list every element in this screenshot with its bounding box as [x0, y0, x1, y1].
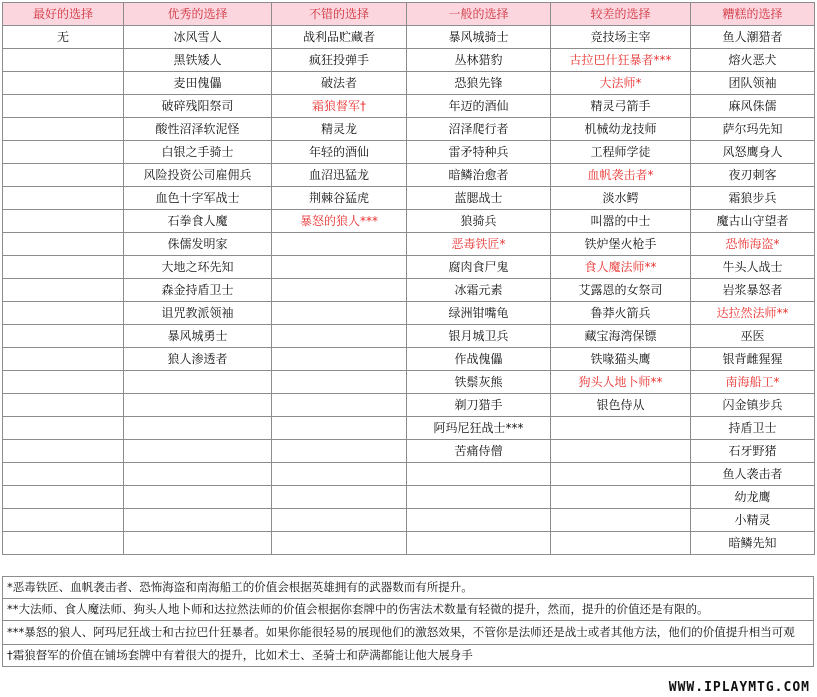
- cell-good: [272, 325, 407, 348]
- cell-bad: 风怒鹰身人: [691, 141, 815, 164]
- cell-good: [272, 233, 407, 256]
- cell-poor: [551, 463, 691, 486]
- cell-average: 恐狼先锋: [407, 72, 551, 95]
- cell-good: 荆棘谷猛虎: [272, 187, 407, 210]
- cell-bad: 持盾卫士: [691, 417, 815, 440]
- cell-good: [272, 486, 407, 509]
- cell-best: [3, 348, 124, 371]
- table-row: [3, 164, 815, 187]
- cell-excellent: 酸性沼泽软泥怪: [124, 118, 272, 141]
- cell-good: 破法者: [272, 72, 407, 95]
- cell-poor: 工程师学徒: [551, 141, 691, 164]
- cell-average: 银月城卫兵: [407, 325, 551, 348]
- cell-good: 战利品贮藏者: [272, 26, 407, 49]
- cell-good: 暴怒的狼人***: [272, 210, 407, 233]
- cell-excellent: [124, 532, 272, 555]
- cell-good: [272, 371, 407, 394]
- cell-average: 年迈的酒仙: [407, 95, 551, 118]
- table-row: [3, 417, 815, 440]
- cell-bad: 幼龙鹰: [691, 486, 815, 509]
- cell-good: 精灵龙: [272, 118, 407, 141]
- cell-excellent: [124, 509, 272, 532]
- table-header-row: [3, 3, 815, 26]
- cell-excellent: 诅咒教派领袖: [124, 302, 272, 325]
- table-row: [3, 394, 815, 417]
- cell-excellent: 森金持盾卫士: [124, 279, 272, 302]
- cell-poor: 鲁莽火箭兵: [551, 302, 691, 325]
- cell-average: 作战傀儡: [407, 348, 551, 371]
- cell-average: 雷矛特种兵: [407, 141, 551, 164]
- table-row: [3, 371, 815, 394]
- table-row: [3, 279, 815, 302]
- table-row: [3, 509, 815, 532]
- cell-poor: 艾露恩的女祭司: [551, 279, 691, 302]
- cell-good: [272, 256, 407, 279]
- cell-best: [3, 164, 124, 187]
- cell-poor: 古拉巴什狂暴者***: [551, 49, 691, 72]
- cell-good: 霜狼督军†: [272, 95, 407, 118]
- cell-best: [3, 72, 124, 95]
- cell-average: 铁鬃灰熊: [407, 371, 551, 394]
- site-watermark: WWW.IPLAYMTG.COM: [666, 680, 813, 695]
- cell-average: [407, 509, 551, 532]
- cell-average: 沼泽爬行者: [407, 118, 551, 141]
- table-row: [3, 463, 815, 486]
- cell-poor: 叫嚣的中士: [551, 210, 691, 233]
- cell-average: 狼骑兵: [407, 210, 551, 233]
- cell-bad: 南海船工*: [691, 371, 815, 394]
- cell-poor: 狗头人地卜师**: [551, 371, 691, 394]
- cell-bad: 鱼人潮猎者: [691, 26, 815, 49]
- footnote-single-star: *恶毒铁匠、血帆袭击者、恐怖海盗和南海船工的价值会根据英雄拥有的武器数而有所提升。: [3, 577, 814, 599]
- footnote-dagger: †霜狼督军的价值在铺场套牌中有着很大的提升，比如术士、圣骑士和萨满都能让他大展身手: [3, 645, 814, 667]
- cell-excellent: [124, 440, 272, 463]
- cell-poor: [551, 417, 691, 440]
- cell-best: [3, 210, 124, 233]
- table-row: [3, 256, 815, 279]
- cell-best: [3, 486, 124, 509]
- cell-average: 丛林猎豹: [407, 49, 551, 72]
- cell-excellent: 侏儒发明家: [124, 233, 272, 256]
- cell-average: 剃刀猎手: [407, 394, 551, 417]
- cell-best: [3, 141, 124, 164]
- table-row: [3, 49, 815, 72]
- cell-good: [272, 440, 407, 463]
- cell-best: [3, 233, 124, 256]
- header-average: 一般的选择: [407, 3, 551, 26]
- cell-best: [3, 394, 124, 417]
- cell-good: [272, 463, 407, 486]
- cell-average: [407, 486, 551, 509]
- table-row: [3, 118, 815, 141]
- cell-bad: 达拉然法师**: [691, 302, 815, 325]
- table-row: [3, 26, 815, 49]
- cell-average: 苦痛侍僧: [407, 440, 551, 463]
- cell-good: [272, 348, 407, 371]
- cell-best: [3, 49, 124, 72]
- cell-good: [272, 417, 407, 440]
- cell-good: 血沼迅猛龙: [272, 164, 407, 187]
- header-good: 不错的选择: [272, 3, 407, 26]
- cell-poor: 机械幼龙技师: [551, 118, 691, 141]
- cell-best: [3, 509, 124, 532]
- cell-poor: 铁喙猫头鹰: [551, 348, 691, 371]
- cell-average: 阿玛尼狂战士***: [407, 417, 551, 440]
- cell-good: [272, 509, 407, 532]
- cell-average: 暗鳞治愈者: [407, 164, 551, 187]
- cell-good: [272, 532, 407, 555]
- cell-good: [272, 394, 407, 417]
- cell-bad: 麻风侏儒: [691, 95, 815, 118]
- cell-excellent: 麦田傀儡: [124, 72, 272, 95]
- footnote-double-star: **大法师、食人魔法师、狗头人地卜师和达拉然法师的价值会根据你套牌中的伤害法术数量有轻微的提升，然而，提升的价值还是有限的。: [3, 599, 814, 621]
- cell-bad: 霜狼步兵: [691, 187, 815, 210]
- cell-bad: 团队领袖: [691, 72, 815, 95]
- cell-best: [3, 371, 124, 394]
- table-row: [3, 210, 815, 233]
- table-row: [3, 72, 815, 95]
- cell-excellent: 血色十字军战士: [124, 187, 272, 210]
- cell-excellent: 狼人渗透者: [124, 348, 272, 371]
- cell-bad: 鱼人袭击者: [691, 463, 815, 486]
- cell-excellent: [124, 486, 272, 509]
- cell-excellent: 黑铁矮人: [124, 49, 272, 72]
- cell-best: [3, 256, 124, 279]
- cell-excellent: [124, 463, 272, 486]
- cell-average: 腐肉食尸鬼: [407, 256, 551, 279]
- cell-bad: 岩浆暴怒者: [691, 279, 815, 302]
- cell-average: [407, 532, 551, 555]
- cell-poor: [551, 532, 691, 555]
- cell-best: [3, 95, 124, 118]
- cell-excellent: 冰风雪人: [124, 26, 272, 49]
- cell-poor: 竞技场主宰: [551, 26, 691, 49]
- table-row: [3, 302, 815, 325]
- cell-poor: 藏宝海湾保镖: [551, 325, 691, 348]
- header-poor: 较差的选择: [551, 3, 691, 26]
- table-row: [3, 486, 815, 509]
- cell-poor: [551, 509, 691, 532]
- cell-bad: 恐怖海盗*: [691, 233, 815, 256]
- footnotes: [2, 576, 814, 667]
- cell-best: [3, 440, 124, 463]
- cell-average: 恶毒铁匠*: [407, 233, 551, 256]
- header-excellent: 优秀的选择: [124, 3, 272, 26]
- table-row: [3, 141, 815, 164]
- cell-good: 疯狂投弹手: [272, 49, 407, 72]
- cell-poor: 血帆袭击者*: [551, 164, 691, 187]
- cell-excellent: [124, 417, 272, 440]
- cell-bad: 闪金镇步兵: [691, 394, 815, 417]
- cell-average: 绿洲钳嘴龟: [407, 302, 551, 325]
- cell-bad: 萨尔玛先知: [691, 118, 815, 141]
- header-bad: 糟糕的选择: [691, 3, 815, 26]
- cell-bad: 夜刃刺客: [691, 164, 815, 187]
- cell-average: 蓝腮战士: [407, 187, 551, 210]
- cell-excellent: 破碎残阳祭司: [124, 95, 272, 118]
- cell-excellent: [124, 371, 272, 394]
- cell-poor: 食人魔法师**: [551, 256, 691, 279]
- cell-bad: 银背雌猩猩: [691, 348, 815, 371]
- cell-best: [3, 302, 124, 325]
- cell-excellent: 白银之手骑士: [124, 141, 272, 164]
- cell-best: [3, 187, 124, 210]
- footnote-triple-star: ***暴怒的狼人、阿玛尼狂战士和古拉巴什狂暴者。如果你能很轻易的展现他们的激怒效果，不管你是法师还是战士或者其他方法，他们的价值提升相当可观: [3, 621, 814, 645]
- cell-poor: 铁炉堡火枪手: [551, 233, 691, 256]
- tier-table: [2, 2, 815, 555]
- cell-poor: [551, 440, 691, 463]
- cell-best: [3, 532, 124, 555]
- cell-good: [272, 279, 407, 302]
- table-row: [3, 440, 815, 463]
- table-row: [3, 233, 815, 256]
- cell-bad: 巫医: [691, 325, 815, 348]
- cell-bad: 魔古山守望者: [691, 210, 815, 233]
- table-row: [3, 95, 815, 118]
- cell-excellent: 风险投资公司雇佣兵: [124, 164, 272, 187]
- cell-good: [272, 302, 407, 325]
- cell-excellent: 石拳食人魔: [124, 210, 272, 233]
- cell-poor: 大法师*: [551, 72, 691, 95]
- cell-best: [3, 118, 124, 141]
- cell-poor: 银色侍从: [551, 394, 691, 417]
- cell-bad: 牛头人战士: [691, 256, 815, 279]
- cell-best: [3, 417, 124, 440]
- cell-best: 无: [3, 26, 124, 49]
- cell-excellent: 大地之环先知: [124, 256, 272, 279]
- cell-poor: [551, 486, 691, 509]
- table-row: [3, 348, 815, 371]
- table-row: [3, 187, 815, 210]
- cell-best: [3, 279, 124, 302]
- cell-poor: 淡水鳄: [551, 187, 691, 210]
- cell-average: 冰霜元素: [407, 279, 551, 302]
- cell-bad: 石牙野猪: [691, 440, 815, 463]
- table-row: [3, 532, 815, 555]
- cell-poor: 精灵弓箭手: [551, 95, 691, 118]
- cell-bad: 暗鳞先知: [691, 532, 815, 555]
- table-row: [3, 325, 815, 348]
- cell-average: [407, 463, 551, 486]
- cell-excellent: [124, 394, 272, 417]
- cell-average: 暴风城骑士: [407, 26, 551, 49]
- cell-bad: 熔火恶犬: [691, 49, 815, 72]
- cell-best: [3, 325, 124, 348]
- cell-excellent: 暴风城勇士: [124, 325, 272, 348]
- cell-good: 年轻的酒仙: [272, 141, 407, 164]
- cell-best: [3, 463, 124, 486]
- cell-bad: 小精灵: [691, 509, 815, 532]
- header-best: 最好的选择: [3, 3, 124, 26]
